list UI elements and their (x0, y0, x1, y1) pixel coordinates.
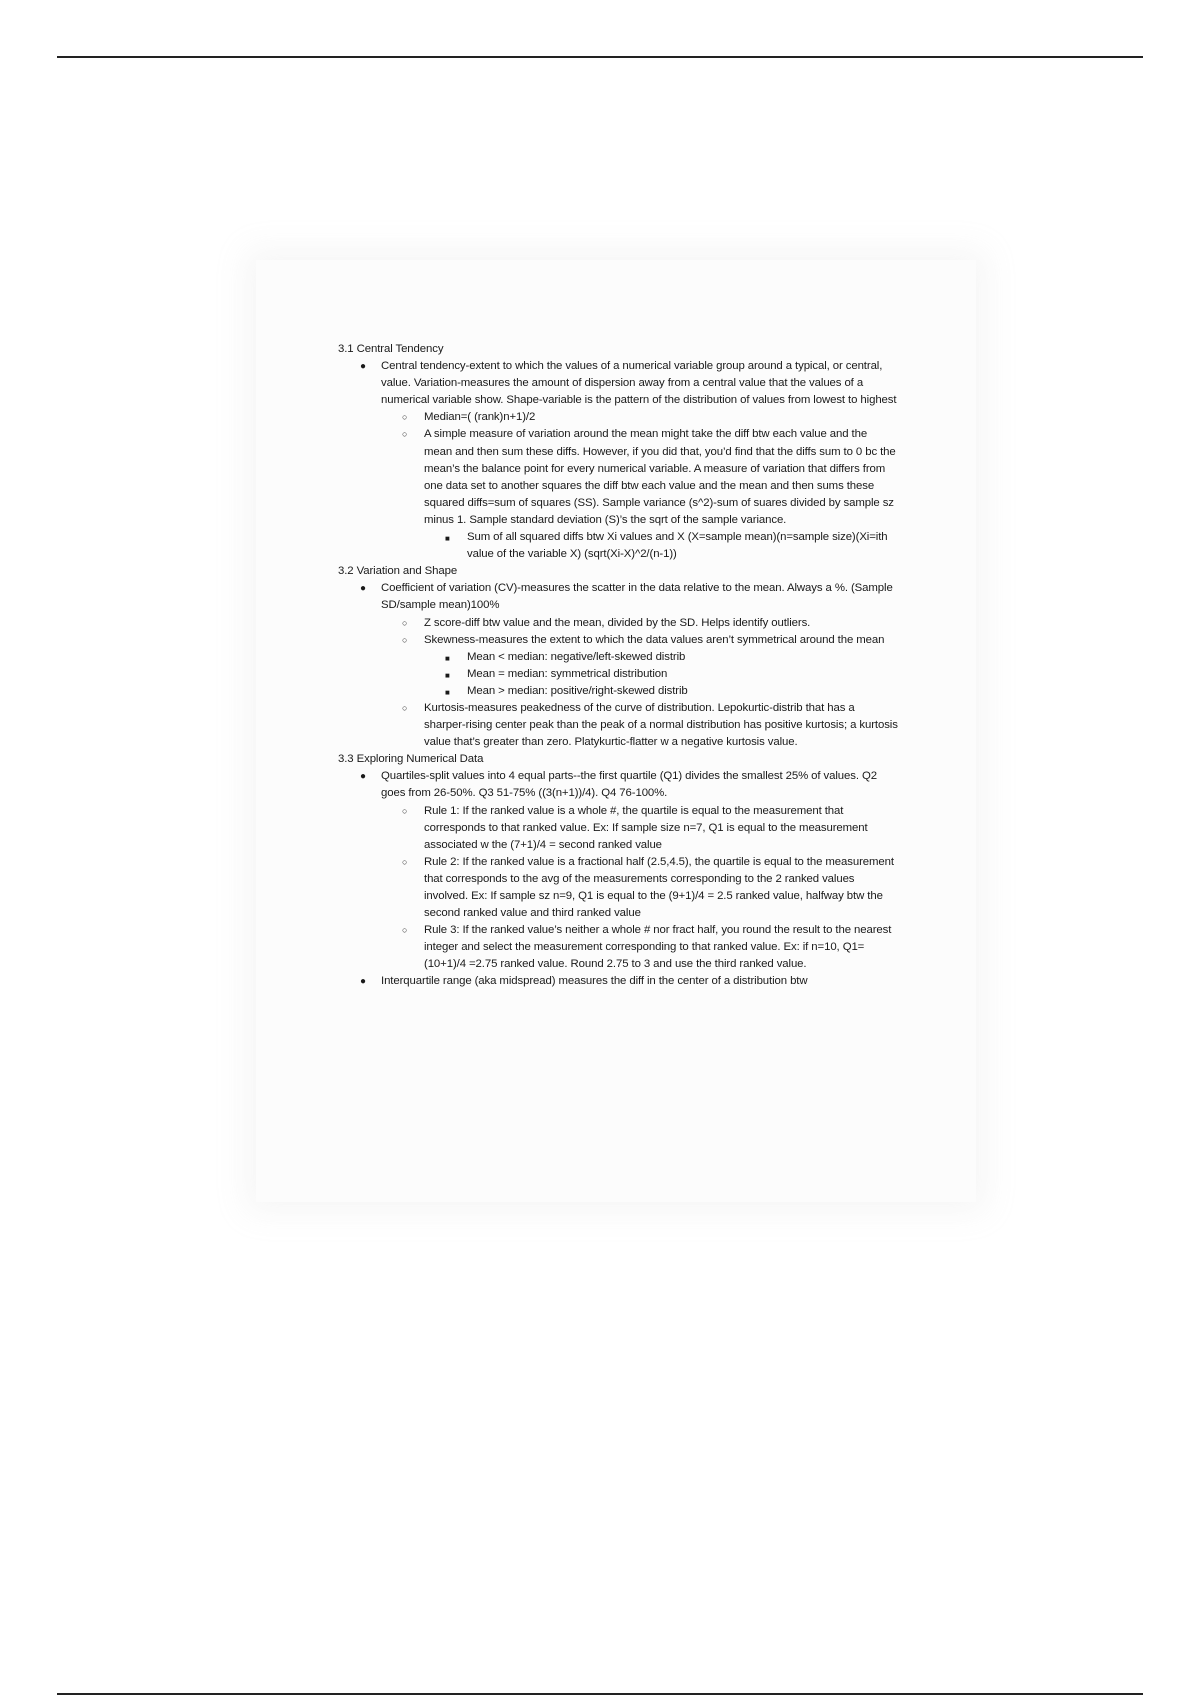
section-heading: 3.3 Exploring Numerical Data (338, 753, 484, 766)
list-item-text: Rule 3: If the ranked value’s neither a whole # nor fract half, you round the result to the nearest integer and select the measurement corresponding to that ranked value. Ex: if n=10, Q1=(10+1)/4 =2.75 ranked value. Round 2.75 to 3 and use the third ranked value. (424, 924, 892, 971)
hollow-bullet-icon: ○ (402, 805, 408, 816)
list-item-text: Z score-diff btw value and the mean, divided by the SD. Helps identify outliers. (424, 616, 811, 629)
section-heading: 3.1 Central Tendency (338, 343, 444, 355)
hollow-bullet-icon: ○ (402, 617, 408, 628)
hollow-bullet-icon: ○ (402, 634, 408, 645)
list-item-text: Median=( (rank)n+1)/2 (424, 411, 536, 424)
list-item-level-1 (338, 580, 898, 614)
list-item-level-3 (338, 529, 898, 563)
list-item-text: Sum of all squared diffs btw Xi values and X (X=sample mean)(n=sample size)(Xi=ith value of the variable X) (sqrt(Xi-X)^2/(n-1)) (467, 531, 888, 561)
list-item-level-2 (338, 426, 898, 529)
list-item-level-3 (338, 683, 898, 700)
square-bullet-icon: ■ (445, 687, 450, 697)
list-item-text: Mean > median: positive/right-skewed distrib (467, 684, 688, 697)
list-item-level-1 (338, 358, 898, 409)
list-item-text: A simple measure of variation around the mean might take the diff btw each value and the mean and then sum these diffs. However, if you did that, you’d find that the diffs sum to 0 bc the mean’s the balance point for every numerical variable. A measure of variation that differs from one data set to another squares the diff btw each value and the mean and then sums these squared diffs=sum of squares (SS). Sample variance (s^2)-sum of suares divided by sample sz minus 1. Sample standard deviation (S)’s the sqrt of the sample variance. (424, 428, 896, 526)
list-item-text: Central tendency-extent to which the values of a numerical variable group around a typical, or central, value. Variation-measures the amount of dispersion away from a central value that the values of a numerical variable show. Shape-variable is the pattern of the distribution of values from lowest to highest (381, 360, 897, 407)
filled-bullet-icon: ● (360, 361, 366, 373)
section-list (338, 580, 898, 751)
list-item-text: Quartiles-split values into 4 equal parts--the first quartile (Q1) divides the smallest 25% of values. Q2 goes from 26-50%. Q3 51-75% ((3(n+1))/4). Q4 76-100%. (381, 770, 877, 800)
hollow-bullet-icon: ○ (402, 925, 408, 936)
list-item-level-2 (338, 803, 898, 854)
filled-bullet-icon: ● (360, 976, 366, 988)
list-item-level-2 (338, 409, 898, 426)
list-item-level-2 (338, 922, 898, 973)
list-item-text: Rule 1: If the ranked value is a whole #, the quartile is equal to the measurement that corresponds to that ranked value. Ex: If sample size n=7, Q1 is equal to the measurement associated w the (7+1)/4 = second ranked value (424, 804, 868, 851)
document-body (338, 341, 898, 991)
filled-bullet-icon: ● (360, 771, 366, 783)
list-item-text: Skewness-measures the extent to which the data values aren’t symmetrical around the mean (424, 633, 885, 646)
hollow-bullet-icon: ○ (402, 412, 408, 423)
hollow-bullet-icon: ○ (402, 702, 408, 713)
list-item-text: Kurtosis-measures peakedness of the curve of distribution. Lepokurtic-distrib that has a sharper-rising center peak than the peak of a normal distribution has positive kurtosis; a kurtosis value that’s greater than zero. Platykurtic-flatter w a negative kurtosis value. (424, 701, 898, 749)
list-item-level-2 (338, 632, 898, 649)
list-item-level-3 (338, 649, 898, 666)
list-item-text: Rule 2: If the ranked value is a fractional half (2.5,4.5), the quartile is equal to the measurement that corresponds to the avg of the measurements corresponding to the 2 ranked values involved. Ex: If sample sz n=9, Q1 is equal to the (9+1)/4 = 2.5 ranked value, halfway btw the second ranked value and third ranked value (424, 855, 894, 920)
list-item-level-3 (338, 666, 898, 683)
bottom-border-line (57, 1693, 1143, 1695)
list-item-text: Coefficient of variation (CV)-measures the scatter in the data relative to the mean. Always a %. (Sample SD/sample mean)100% (381, 582, 893, 612)
list-item-level-1 (338, 768, 898, 802)
hollow-bullet-icon: ○ (402, 856, 408, 867)
top-border-line (57, 56, 1143, 58)
list-item-text: Mean = median: symmetrical distribution (467, 667, 668, 680)
hollow-bullet-icon: ○ (402, 429, 408, 440)
section-list (338, 358, 898, 563)
section-heading: 3.2 Variation and Shape (338, 565, 458, 578)
section-list (338, 768, 898, 990)
list-item-level-1 (338, 973, 898, 990)
filled-bullet-icon: ● (360, 583, 366, 595)
square-bullet-icon: ■ (445, 670, 450, 680)
square-bullet-icon: ■ (445, 653, 450, 663)
list-item-level-2 (338, 700, 898, 751)
list-item-text: Mean < median: negative/left-skewed distrib (467, 650, 686, 663)
list-item-level-2 (338, 854, 898, 922)
list-item-text: Interquartile range (aka midspread) measures the diff in the center of a distribution btw (381, 975, 808, 988)
list-item-level-2 (338, 615, 898, 632)
square-bullet-icon: ■ (445, 534, 450, 544)
